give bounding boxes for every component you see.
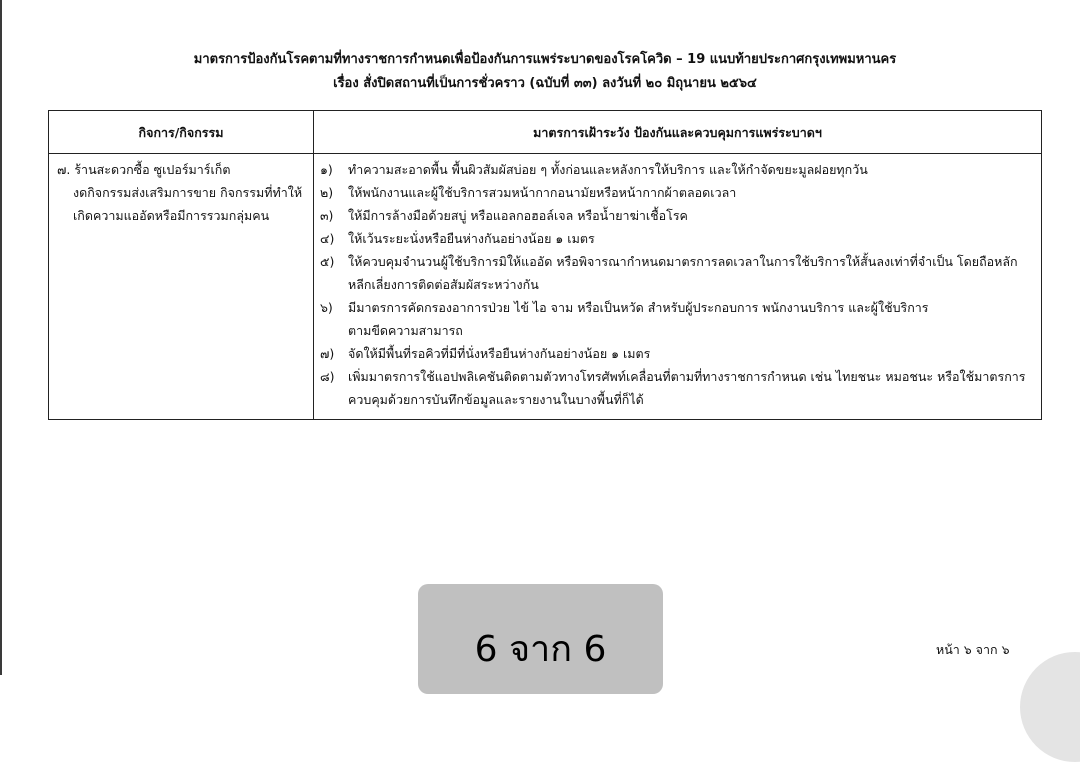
measure-text: ให้เว้นระยะนั่งหรือยืนห่างกันอย่างน้อย ๑ เมตร xyxy=(348,231,595,246)
measure-number: ๔) xyxy=(320,231,335,246)
measure-text: ให้ควบคุมจำนวนผู้ใช้บริการมิให้แออัด หรือพิจารณากำหนดมาตรการลดเวลาในการใช้บริการให้สั้นลงเท่าที่จำเป็น โดยถือหลัก xyxy=(348,254,1018,269)
measure-text: เพิ่มมาตรการใช้แอปพลิเคชันติดตามตัวทางโทรศัพท์เคลื่อนที่ตามที่ทางราชการกำหนด เช่น ไทยชนะ หมอชนะ หรือใช้มาตรการ xyxy=(348,369,1026,384)
measure-item xyxy=(320,365,1031,411)
page-indicator-overlay xyxy=(418,584,663,694)
activity-line: งดกิจกรรมส่งเสริมการขาย กิจกรรมที่ทำให้ xyxy=(73,185,303,200)
measure-text: ให้มีการล้างมือด้วยสบู่ หรือแอลกอฮอล์เจล หรือน้ำยาฆ่าเชื้อโรค xyxy=(348,208,688,223)
measures-cell xyxy=(314,154,1042,420)
activity-cell xyxy=(49,154,314,420)
measure-number: ๒) xyxy=(320,185,334,200)
measure-item xyxy=(320,204,1031,227)
measure-item xyxy=(320,181,1031,204)
measure-text: มีมาตรการคัดกรองอาการป่วย ไข้ ไอ จาม หรือเป็นหวัด สำหรับผู้ประกอบการ พนักงานบริการ และผู้ใช้บริการ xyxy=(348,300,929,315)
measure-item xyxy=(320,158,1031,181)
measure-text-continued: ควบคุมด้วยการบันทึกข้อมูลและรายงานในบางพื้นที่ก็ได้ xyxy=(348,392,644,407)
measures-table xyxy=(48,110,1042,420)
measure-item xyxy=(320,227,1031,250)
measure-number: ๗) xyxy=(320,346,335,361)
table-header-row xyxy=(49,111,1042,154)
document-subtitle: เรื่อง สั่งปิดสถานที่เป็นการชั่วคราว (ฉบับที่ ๓๓) ลงวันที่ ๒๐ มิถุนายน ๒๕๖๔ xyxy=(333,76,757,91)
measure-text: ให้พนักงานและผู้ใช้บริการสวมหน้ากากอนามัยหรือหน้ากากผ้าตลอดเวลา xyxy=(348,185,737,200)
measure-number: ๖) xyxy=(320,300,333,315)
measure-item xyxy=(320,250,1031,296)
measure-item xyxy=(320,296,1031,342)
measure-text-continued: ตามขีดความสามารถ xyxy=(348,323,463,338)
header-activity: กิจการ/กิจกรรม xyxy=(49,111,314,154)
measure-item xyxy=(320,342,1031,365)
document-title: มาตรการป้องกันโรคตามที่ทางราชการกำหนดเพื่อป้องกันการแพร่ระบาดของโรคโควิด – 19 แนบท้ายประกาศกรุงเทพมหานคร xyxy=(193,52,897,67)
measure-number: ๘) xyxy=(320,369,335,384)
measure-number: ๑) xyxy=(320,162,333,177)
page-number-footer: หน้า ๖ จาก ๖ xyxy=(936,642,1010,657)
measure-number: ๕) xyxy=(320,254,335,269)
header-measures: มาตรการเฝ้าระวัง ป้องกันและควบคุมการแพร่ระบาดฯ xyxy=(314,111,1042,154)
activity-line: เกิดความแออัดหรือมีการรวมกลุ่มคน xyxy=(73,208,270,223)
window-left-edge xyxy=(0,0,2,675)
measure-text-continued: หลีกเลี่ยงการติดต่อสัมผัสระหว่างกัน xyxy=(348,277,539,292)
measure-number: ๓) xyxy=(320,208,334,223)
measure-text: จัดให้มีพื้นที่รอคิวที่มีที่นั่งหรือยืนห่างกันอย่างน้อย ๑ เมตร xyxy=(348,346,651,361)
table-row xyxy=(49,154,1042,420)
activity-line: ๗. ร้านสะดวกซื้อ ซูเปอร์มาร์เก็ต xyxy=(57,162,231,177)
page-indicator-text: 6 จาก 6 xyxy=(474,629,607,670)
measure-text: ทำความสะอาดพื้น พื้นผิวสัมผัสบ่อย ๆ ทั้งก่อนและหลังการให้บริการ และให้กำจัดขยะมูลฝอยทุกวัน xyxy=(348,162,868,177)
floating-action-button[interactable] xyxy=(1020,652,1080,762)
